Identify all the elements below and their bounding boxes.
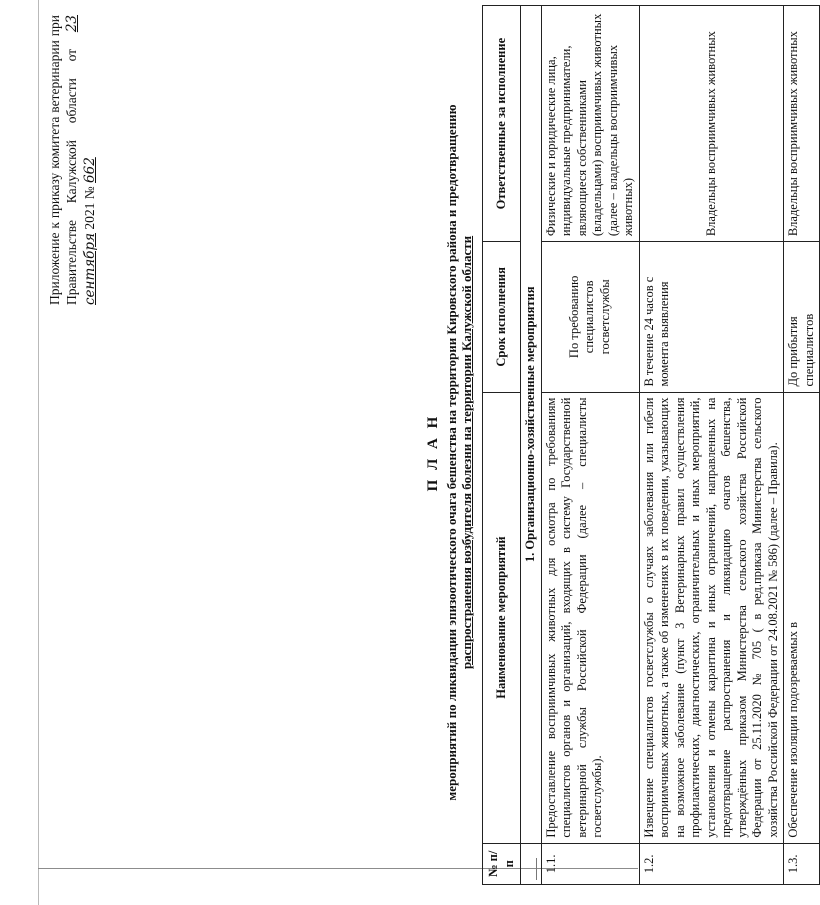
row-deadline: По требованию специалистов госветслужбы <box>541 242 639 392</box>
row-deadline: В течение 24 часов с момента выявления <box>639 242 784 392</box>
row-name: Предоставление восприимчивых животных для осмотра по требованиям специалистов органов и организаций, входящих в систему Государственной ветеринарной службы Российской Федерации (далее – специалисты госветслужбы). <box>541 392 639 843</box>
header-name: Наименование мероприятий <box>483 392 521 843</box>
header-deadline: Срок исполнения <box>483 242 521 392</box>
row-responsible: Владельцы восприимчивых животных <box>639 6 784 242</box>
table-row <box>784 6 820 885</box>
row-responsible: Владельцы восприимчивых животных <box>784 6 820 242</box>
row-deadline: До прибытия специалистов <box>784 242 820 392</box>
appendix-line2-suffix: 2021 № <box>82 186 97 230</box>
subtitle-line1: мероприятий по ликвидации эпизоотического очага бешенства на территории Кировского района и предотвращению <box>444 104 459 801</box>
handwritten-date: 23 сентября <box>64 14 98 305</box>
section-title: 1. Организационно-хозяйственные мероприятия <box>521 6 542 844</box>
row-num: 1.3. <box>784 843 820 884</box>
row-num: 1.1. <box>541 843 639 884</box>
section-row <box>521 6 542 885</box>
row-name: Обеспечение изоляции подозреваемых в <box>784 392 820 843</box>
table-row <box>541 6 639 885</box>
row-responsible: Физические и юридические лица, индивидуальные предприниматели, являющиеся собственниками (владельцами) восприимчивых животных (далее – владельцы восприимчивых животных) <box>541 6 639 242</box>
row-num: 1.2. <box>639 843 784 884</box>
scan-border-left <box>38 0 39 905</box>
appendix-line1: Приложение к приказу комитета ветеринарии при Правительстве <box>47 15 79 305</box>
subtitle-line2: распространения возбудителя болезни на территории Калужской области <box>459 235 474 670</box>
header-num: № п/п <box>483 843 521 884</box>
row-name: Извещение специалистов госветслужбы о случаях заболевания или гибели восприимчивых животных, а также об изменениях в их поведении, указывающих на возможное заболевание (пункт 3 Ветеринарных правил осуществления профилактических, диагностических, ограничительных и иных мероприятий, установления и отмены карантина и иных ограничений, направленных на предотвращение распространения и ликвидацию очагов бешенства, утверждённых приказом Министерства сельского хозяйства Российской Федерации от 25.11.2020 № 705 ( в ред.приказа Министерства сельского хозяйства Российской Федерации от 24.08.2021 № 586) (далее – Правила). <box>639 392 784 843</box>
table-header-row <box>483 6 521 885</box>
document-title: П Л А Н <box>425 413 441 492</box>
document-subtitle <box>444 20 474 885</box>
table-row <box>639 6 784 885</box>
header-responsible: Ответственные за исполнение <box>483 6 521 242</box>
document-page <box>40 0 816 905</box>
appendix-line2-prefix: Калужской области от <box>64 48 79 204</box>
handwritten-doc-number: 662 <box>82 157 98 183</box>
appendix-header <box>46 15 99 305</box>
plan-table <box>482 5 820 885</box>
